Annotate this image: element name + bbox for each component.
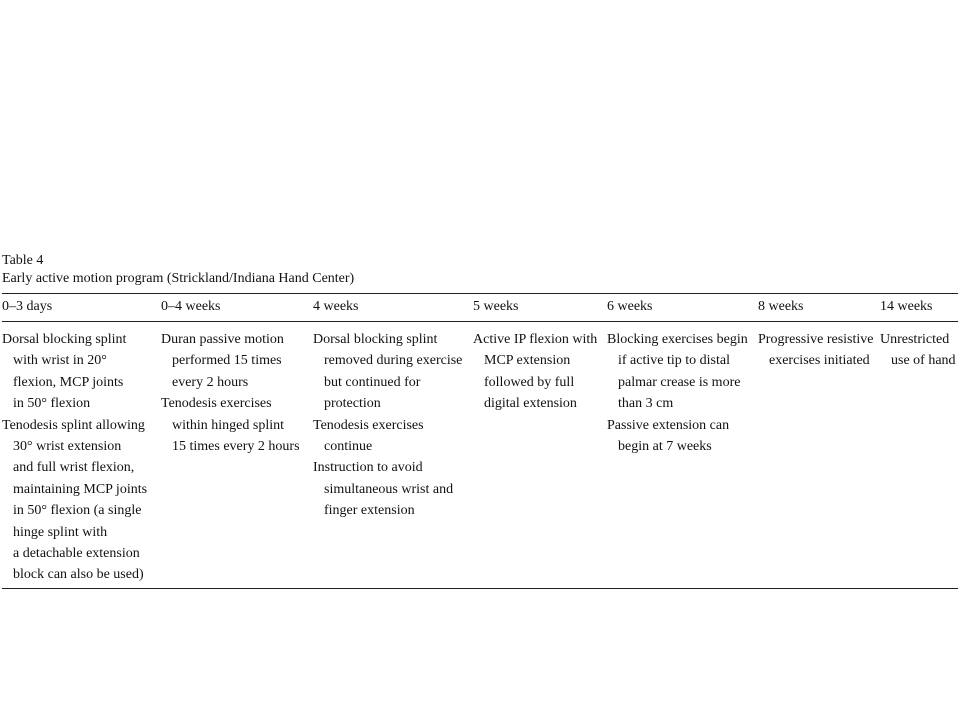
cell-line: a detachable extension bbox=[13, 546, 140, 562]
cell-line: 15 times every 2 hours bbox=[172, 439, 300, 455]
cell-line: hinge splint with bbox=[13, 524, 108, 540]
cell-line: Blocking exercises begin bbox=[607, 332, 748, 347]
cell-line: Passive extension can bbox=[607, 417, 730, 433]
table-label: Table 4 bbox=[2, 253, 44, 268]
cell-line: than 3 cm bbox=[618, 396, 674, 412]
cell-line: Tenodesis exercises bbox=[313, 417, 424, 433]
cell-line: palmar crease is more bbox=[618, 374, 741, 390]
table-caption: Early active motion program (Strickland/Indiana Hand Center) bbox=[2, 271, 355, 286]
header-cell-0-4-weeks: 0–4 weeks bbox=[161, 299, 221, 314]
header-cell-5-weeks: 5 weeks bbox=[473, 299, 519, 314]
cell-line: Progressive resistive bbox=[758, 332, 874, 347]
cell-line: exercises initiated bbox=[769, 353, 870, 369]
table-bottom-rule bbox=[2, 588, 958, 589]
cell-line: use of hand bbox=[891, 353, 956, 369]
cell-line: simultaneous wrist and bbox=[324, 481, 454, 497]
cell-line: in 50° flexion (a single bbox=[13, 503, 142, 519]
cell-line: removed during exercise bbox=[324, 353, 463, 369]
cell-line: every 2 hours bbox=[172, 374, 249, 390]
cell-line: continue bbox=[324, 439, 373, 455]
cell-line: Tenodesis exercises bbox=[161, 396, 272, 412]
header-cell-6-weeks: 6 weeks bbox=[607, 299, 653, 314]
header-cell-14-weeks: 14 weeks bbox=[880, 299, 933, 314]
cell-line: Tenodesis splint allowing bbox=[2, 417, 145, 433]
cell-line: Duran passive motion bbox=[161, 332, 284, 347]
cell-line: Dorsal blocking splint bbox=[313, 332, 438, 347]
header-cell-8-weeks: 8 weeks bbox=[758, 299, 804, 314]
cell-line: in 50° flexion bbox=[13, 396, 91, 412]
header-cell-0-3-days: 0–3 days bbox=[2, 299, 53, 314]
cell-line: block can also be used) bbox=[13, 567, 144, 583]
cell-line: flexion, MCP joints bbox=[13, 374, 124, 390]
cell-line: with wrist in 20° bbox=[13, 353, 107, 369]
cell-line: performed 15 times bbox=[172, 353, 282, 369]
body-cell-6-weeks bbox=[607, 329, 748, 457]
cell-line: Dorsal blocking splint bbox=[2, 332, 127, 347]
body-cell-8-weeks bbox=[758, 329, 873, 372]
cell-line: within hinged splint bbox=[172, 417, 284, 433]
cell-line: but continued for bbox=[324, 374, 421, 390]
cell-line: begin at 7 weeks bbox=[618, 439, 712, 455]
table-header-row bbox=[2, 294, 958, 321]
table-4 bbox=[2, 252, 958, 589]
cell-line: Unrestricted bbox=[880, 332, 950, 347]
cell-line: maintaining MCP joints bbox=[13, 481, 148, 497]
cell-line: followed by full bbox=[484, 374, 575, 390]
cell-line: Active IP flexion with bbox=[473, 332, 598, 347]
cell-line: finger extension bbox=[324, 503, 415, 519]
cell-line: if active tip to distal bbox=[618, 353, 730, 369]
header-cell-4-weeks: 4 weeks bbox=[313, 299, 359, 314]
body-cell-14-weeks bbox=[880, 329, 956, 372]
table-body-row bbox=[2, 322, 958, 588]
cell-line: digital extension bbox=[484, 396, 577, 412]
cell-line: 30° wrist extension bbox=[13, 439, 122, 455]
body-cell-5-weeks bbox=[473, 329, 597, 415]
body-cell-0-4-weeks bbox=[161, 329, 300, 457]
cell-line: MCP extension bbox=[484, 353, 571, 369]
body-cell-0-3-days bbox=[2, 329, 147, 586]
body-cell-4-weeks bbox=[313, 329, 462, 522]
cell-line: Instruction to avoid bbox=[313, 460, 423, 476]
cell-line: protection bbox=[324, 396, 381, 412]
cell-line: and full wrist flexion, bbox=[13, 460, 135, 476]
